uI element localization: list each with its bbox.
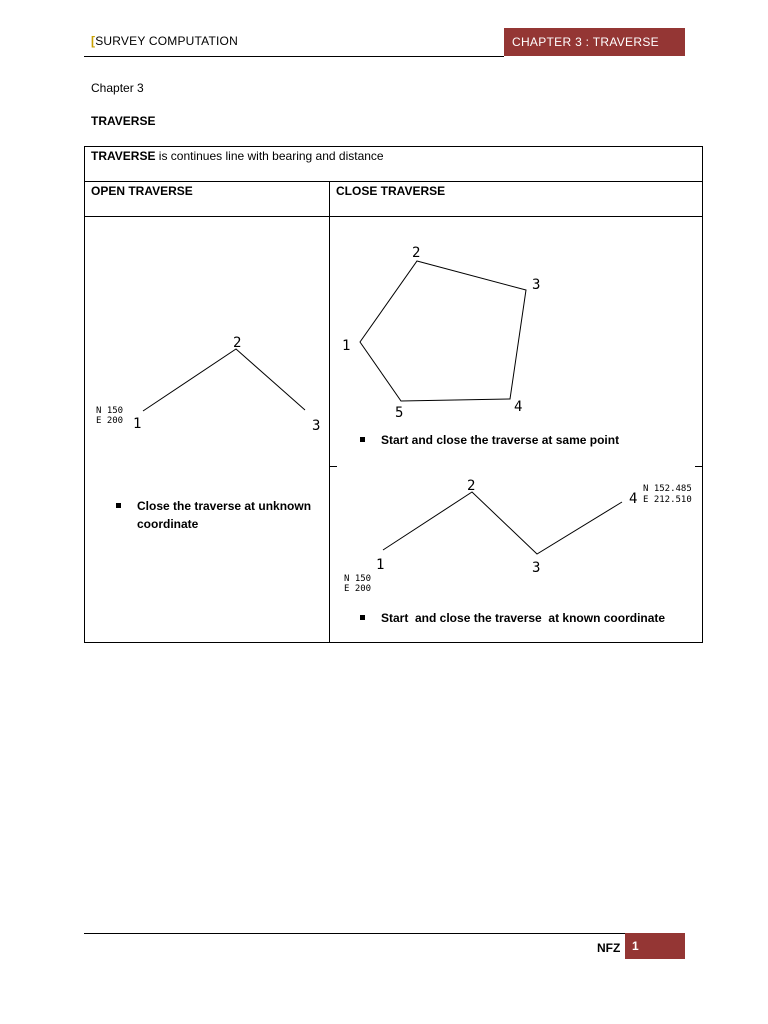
open-traverse-note-text: Close the traverse at unknown coordinate — [137, 499, 312, 531]
definition-term: TRAVERSE — [91, 149, 156, 163]
divider-tick-right — [695, 466, 703, 467]
bullet-square — [360, 615, 365, 620]
closed-loop-polygon — [360, 261, 526, 401]
link-point-4: 4 — [629, 491, 638, 507]
traverse-table — [84, 146, 703, 643]
definition-row — [85, 147, 702, 182]
footer-author: NFZ — [597, 941, 621, 955]
open-traverse-diagram — [85, 217, 329, 437]
header-chapter-badge: CHAPTER 3 : TRAVERSE — [504, 28, 685, 56]
closed-loop-note — [360, 431, 690, 451]
running-header-title — [91, 34, 238, 48]
loop-point-2: 2 — [412, 245, 421, 261]
chapter-label: Chapter 3 — [91, 81, 144, 95]
section-title: TRAVERSE — [91, 114, 156, 128]
open-point-1: 1 — [133, 416, 142, 432]
open-start-north: N 150 — [96, 406, 124, 416]
column-header-row — [85, 182, 702, 217]
open-start-east: E 200 — [96, 416, 124, 426]
header-rule — [84, 56, 504, 57]
header-bracket: [ — [91, 34, 96, 48]
open-point-2: 2 — [233, 335, 242, 351]
loop-point-4: 4 — [514, 399, 523, 415]
loop-point-3: 3 — [532, 277, 541, 293]
link-start-east: E 200 — [344, 584, 372, 594]
link-point-1: 1 — [376, 557, 385, 573]
closed-link-line — [383, 492, 622, 554]
definition-text: is continues line with bearing and distance — [155, 149, 384, 163]
closed-link-note-text: Start and close the traverse at known coordinate — [381, 611, 666, 625]
closed-loop-note-text: Start and close the traverse at same point — [381, 433, 620, 447]
link-end-east: E 212.510 — [643, 495, 692, 505]
closed-link-note — [360, 609, 690, 629]
closed-loop-diagram — [330, 217, 702, 427]
header-left-title: SURVEY COMPUTATION — [95, 34, 238, 48]
open-traverse-line — [143, 349, 305, 411]
bullet-square — [116, 503, 121, 508]
divider-tick-left — [329, 466, 337, 467]
open-traverse-header: OPEN TRAVERSE — [91, 184, 193, 198]
link-end-north: N 152.485 — [643, 484, 692, 494]
link-point-3: 3 — [532, 560, 541, 576]
link-start-north: N 150 — [344, 574, 372, 584]
link-point-2: 2 — [467, 478, 476, 494]
loop-point-1: 1 — [342, 338, 351, 354]
open-traverse-note — [116, 497, 326, 537]
loop-point-5: 5 — [395, 405, 404, 421]
footer-rule — [84, 933, 625, 934]
open-point-3: 3 — [312, 418, 321, 434]
page-number: 1 — [625, 933, 685, 959]
closed-link-diagram — [330, 472, 702, 602]
close-traverse-header: CLOSE TRAVERSE — [336, 184, 446, 198]
bullet-square — [360, 437, 365, 442]
